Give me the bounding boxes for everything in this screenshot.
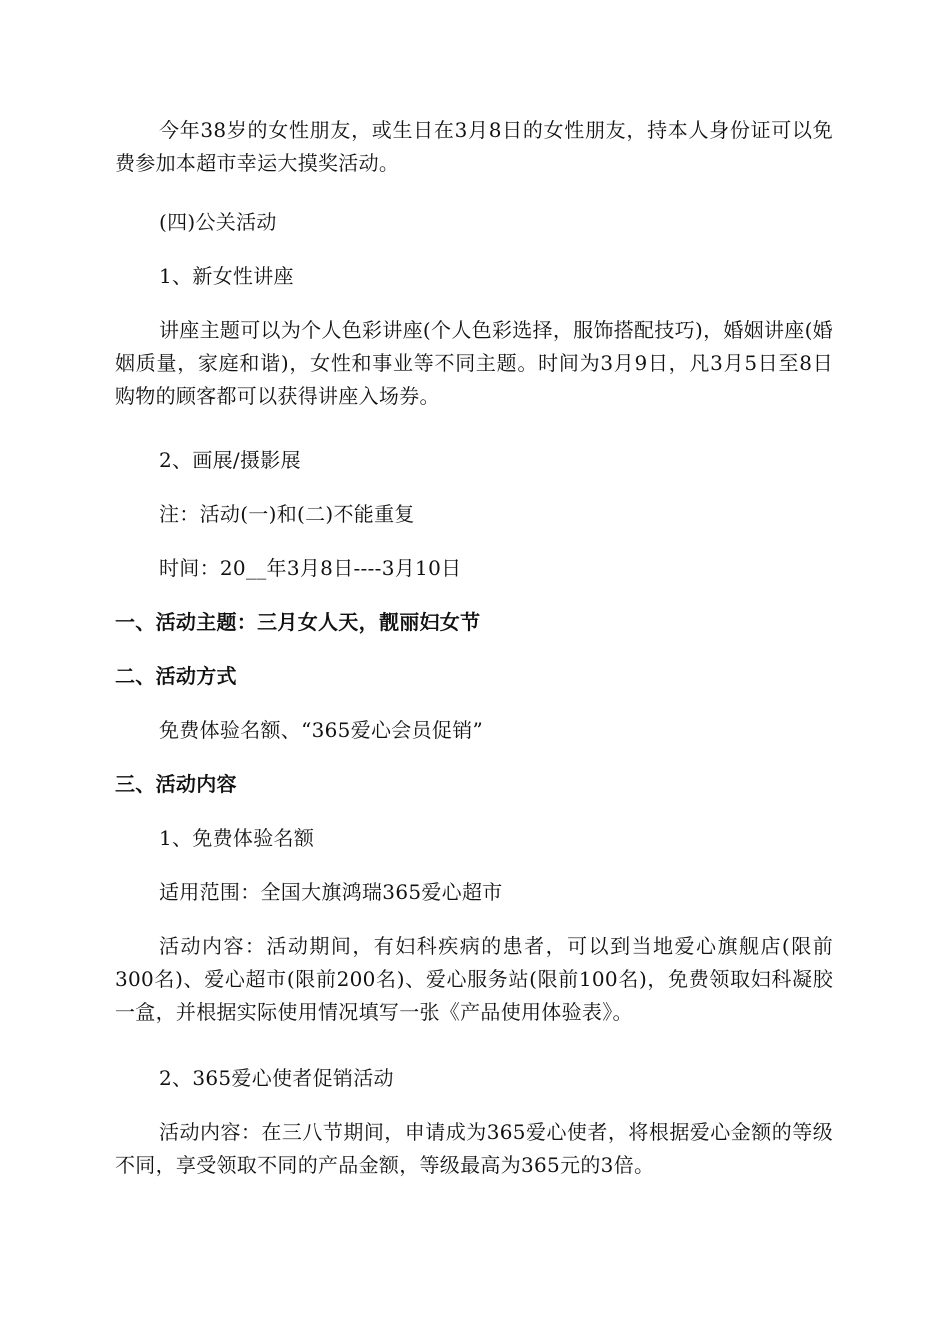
item-ambassador-promotion: 2、365爱心使者促销活动 — [159, 1066, 394, 1090]
section-public-relations: (四)公关活动 — [159, 210, 277, 234]
paragraph-time: 时间：20__年3月8日----3月10日 — [159, 556, 462, 580]
item-free-trial: 1、免费体验名额 — [159, 826, 315, 850]
item-exhibition: 2、画展/摄影展 — [159, 448, 301, 472]
heading-activity-content: 三、活动内容 — [115, 772, 237, 796]
heading-activity-theme: 一、活动主题：三月女人天，靓丽妇女节 — [115, 610, 481, 634]
paragraph-scope: 适用范围：全国大旗鸿瑞365爱心超市 — [159, 880, 503, 904]
paragraph-free-trial-content: 活动内容：活动期间，有妇科疾病的患者，可以到当地爱心旗舰店(限前300名)、爱心超市(限前200名)、爱心服务站(限前100名)，免费领取妇科凝胶一盒，并根据实际使用情况填写一张《产品使用体验表》。 — [115, 934, 833, 1024]
paragraph-method-detail: 免费体验名额、“365爱心会员促销” — [159, 718, 484, 742]
item-new-women-lecture: 1、新女性讲座 — [159, 264, 294, 288]
heading-activity-method: 二、活动方式 — [115, 664, 237, 688]
paragraph-lucky-draw: 今年38岁的女性朋友，或生日在3月8日的女性朋友，持本人身份证可以免费参加本超市幸运大摸奖活动。 — [115, 118, 833, 175]
paragraph-ambassador-content: 活动内容：在三八节期间，申请成为365爱心使者，将根据爱心金额的等级不同，享受领取不同的产品金额，等级最高为365元的3倍。 — [115, 1120, 833, 1177]
paragraph-lecture-topics: 讲座主题可以为个人色彩讲座(个人色彩选择，服饰搭配技巧)，婚姻讲座(婚姻质量，家庭和谐)，女性和事业等不同主题。时间为3月9日，凡3月5日至8日购物的顾客都可以获得讲座入场券。 — [115, 318, 833, 408]
paragraph-note: 注：活动(一)和(二)不能重复 — [159, 502, 415, 526]
